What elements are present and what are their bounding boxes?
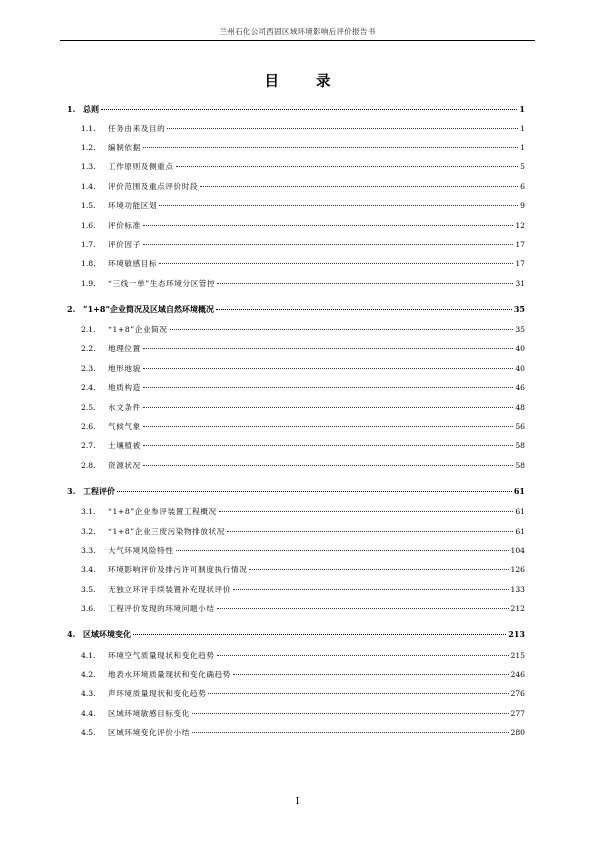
toc-entry-page: 9	[520, 201, 525, 211]
toc-entry-title: 无独立环评手续装置补充现状评价	[108, 584, 231, 594]
toc-entry-number: 4.3.	[81, 689, 96, 699]
dot-leader	[219, 511, 514, 512]
toc-section-entry[interactable]	[67, 157, 525, 176]
toc-entry-number: 3.5.	[81, 584, 96, 594]
dot-leader	[216, 309, 512, 310]
dot-leader	[101, 109, 517, 110]
toc-section-entry[interactable]	[67, 138, 525, 157]
toc-entry-title: 环境功能区划	[108, 201, 158, 211]
dot-leader	[143, 426, 514, 427]
toc-entry-number: 2.8.	[81, 460, 96, 470]
toc-entry-title: 区域环境变化	[83, 628, 131, 639]
toc-entry-number: 3.2.	[81, 526, 96, 536]
toc-entry-page: 17	[515, 259, 525, 269]
toc-section-entry[interactable]	[67, 560, 525, 579]
toc-section-entry[interactable]	[67, 398, 525, 417]
dot-leader	[176, 550, 509, 551]
toc-entry-number: 1.9.	[81, 278, 96, 288]
toc-entry-page: 280	[510, 728, 525, 738]
dot-leader	[143, 445, 514, 446]
toc-entry-page: 40	[515, 363, 525, 373]
toc-section-entry[interactable]	[67, 235, 525, 254]
toc-entry-title: 工程评价	[83, 485, 115, 496]
table-of-contents	[67, 98, 525, 742]
toc-section-entry[interactable]	[67, 196, 525, 215]
toc-entry-title: 地形地貌	[108, 363, 141, 373]
toc-entry-number: 3.3.	[81, 545, 96, 555]
toc-entry-number: 2.7.	[81, 441, 96, 451]
toc-section-entry[interactable]	[67, 254, 525, 273]
toc-entry-number: 4.5.	[81, 728, 96, 738]
toc-entry-page: 1	[520, 142, 525, 152]
dot-leader	[167, 128, 518, 129]
toc-section-entry[interactable]	[67, 502, 525, 521]
toc-entry-page: 133	[510, 584, 525, 594]
dot-leader	[227, 531, 513, 532]
toc-entry-title: “三线一单”生态环境分区管控	[108, 278, 216, 288]
dot-leader	[170, 329, 514, 330]
dot-leader	[159, 205, 518, 206]
toc-section-entry[interactable]	[67, 274, 525, 293]
toc-entry-title: 评价因子	[108, 239, 141, 249]
toc-entry-page: 277	[510, 708, 525, 718]
toc-entry-title: “1+8”企业简况	[108, 325, 168, 335]
toc-entry-page: 5	[520, 162, 525, 172]
dot-leader	[192, 713, 509, 714]
toc-entry-number: 3.1.	[81, 507, 96, 517]
toc-title: 目 录	[264, 73, 347, 90]
toc-entry-page: 58	[515, 441, 525, 451]
dot-leader	[117, 491, 512, 492]
toc-entry-number: 1.1.	[81, 123, 96, 133]
dot-leader	[200, 186, 518, 187]
toc-entry-title: 资源状况	[108, 460, 141, 470]
toc-entry-number: 4.1.	[81, 650, 96, 660]
toc-entry-title: 地表水环境质量现状和变化确趋势	[108, 669, 231, 679]
toc-section-entry[interactable]	[67, 339, 525, 358]
toc-entry-title: 大气环境风险特性	[108, 545, 174, 555]
toc-section-entry[interactable]	[67, 119, 525, 138]
toc-entry-page: 1	[520, 123, 525, 133]
toc-entry-number: 4.2.	[81, 669, 96, 679]
toc-section-entry[interactable]	[67, 580, 525, 599]
toc-entry-page: 31	[515, 278, 525, 288]
dot-leader	[143, 407, 514, 408]
toc-entry-number: 2.3.	[81, 363, 96, 373]
toc-section-entry[interactable]	[67, 541, 525, 560]
toc-entry-title: 声环境质量现状和变化趋势	[108, 689, 207, 699]
toc-section-entry[interactable]	[67, 177, 525, 196]
toc-entry-title: 工作原则及侧重点	[108, 162, 174, 172]
dot-leader	[143, 244, 514, 245]
toc-section-entry[interactable]	[67, 436, 525, 455]
toc-section-entry[interactable]	[67, 417, 525, 436]
toc-entry-number: 1.5.	[81, 201, 96, 211]
toc-chapter-entry[interactable]	[67, 483, 525, 501]
toc-entry-page: 61	[513, 485, 525, 496]
toc-entry-page: 48	[515, 402, 525, 412]
toc-entry-title: 水文条件	[108, 402, 141, 412]
dot-leader	[233, 674, 509, 675]
toc-chapter-entry[interactable]	[67, 301, 525, 319]
toc-entry-number: 1.	[67, 104, 76, 114]
toc-entry-number: 4.4.	[81, 708, 96, 718]
toc-entry-page: 61	[515, 526, 525, 536]
toc-entry-page: 12	[515, 220, 525, 230]
dot-leader	[143, 147, 518, 148]
toc-entry-number: 2.6.	[81, 422, 96, 432]
dot-leader	[217, 655, 509, 656]
toc-entry-number: 2.	[67, 303, 76, 314]
toc-entry-number: 2.5.	[81, 402, 96, 412]
toc-entry-number: 2.1.	[81, 325, 96, 335]
toc-chapter-entry[interactable]	[67, 626, 525, 644]
toc-entry-title: 总则	[83, 104, 99, 114]
dot-leader	[143, 368, 514, 369]
toc-entry-page: 276	[510, 689, 525, 699]
toc-entry-number: 2.4.	[81, 383, 96, 393]
toc-entry-page: 1	[519, 104, 525, 114]
toc-entry-page: 6	[520, 181, 525, 191]
dot-leader	[217, 608, 509, 609]
dot-leader	[208, 693, 508, 694]
toc-entry-number: 1.6.	[81, 220, 96, 230]
toc-section-entry[interactable]	[67, 684, 525, 703]
toc-entry-number: 1.4.	[81, 181, 96, 191]
dot-leader	[143, 225, 514, 226]
dot-leader	[233, 589, 509, 590]
toc-entry-number: 3.	[67, 485, 76, 496]
toc-entry-page: 58	[515, 460, 525, 470]
toc-entry-title: 地理位置	[108, 344, 141, 354]
toc-entry-page: 40	[515, 344, 525, 354]
toc-entry-title: 气候气象	[108, 422, 141, 432]
toc-section-entry[interactable]	[67, 599, 525, 618]
toc-entry-number: 1.3.	[81, 162, 96, 172]
toc-entry-page: 126	[510, 565, 525, 575]
toc-entry-number: 1.8.	[81, 259, 96, 269]
toc-entry-number: 3.6.	[81, 604, 96, 614]
toc-entry-page: 213	[508, 628, 525, 639]
toc-entry-page: 35	[515, 325, 525, 335]
toc-entry-page: 35	[513, 303, 525, 314]
dot-leader	[176, 166, 519, 167]
header-rule	[60, 40, 535, 41]
toc-section-entry[interactable]	[67, 723, 525, 742]
toc-entry-title: 编制依据	[108, 142, 141, 152]
toc-entry-title: 区域环境变化评价小结	[108, 728, 190, 738]
toc-entry-number: 2.2.	[81, 344, 96, 354]
toc-entry-title: 评价标准	[108, 220, 141, 230]
dot-leader	[133, 634, 506, 635]
toc-entry-title: “1+8”企业参评装置工程概况	[108, 507, 217, 517]
toc-section-entry[interactable]	[67, 359, 525, 378]
toc-section-entry[interactable]	[67, 704, 525, 723]
toc-entry-page: 56	[515, 422, 525, 432]
toc-entry-title: 土壤植被	[108, 441, 141, 451]
toc-section-entry[interactable]	[67, 320, 525, 339]
toc-entry-page: 17	[515, 239, 525, 249]
toc-entry-title: 地质构造	[108, 383, 141, 393]
dot-leader	[159, 263, 513, 264]
dot-leader	[143, 348, 514, 349]
toc-entry-title: 任务由来及目的	[108, 123, 166, 133]
toc-entry-title: 工程评价发现的环境问题小结	[108, 604, 215, 614]
toc-entry-title: 环境空气质量现状和变化趋势	[108, 650, 215, 660]
dot-leader	[143, 465, 514, 466]
toc-entry-number: 4.	[67, 628, 76, 639]
toc-entry-title: 环境影响评价及排污许可制度执行情况	[108, 565, 248, 575]
toc-entry-page: 212	[510, 604, 525, 614]
toc-section-entry[interactable]	[67, 646, 525, 665]
toc-entry-title: “1+8”企业简况及区域自然环境概况	[83, 303, 215, 314]
dot-leader	[143, 387, 514, 388]
toc-entry-page: 61	[515, 507, 525, 517]
toc-entry-number: 3.4.	[81, 565, 96, 575]
toc-entry-title: 环境敏感目标	[108, 259, 158, 269]
toc-entry-title: 区域环境敏感目标变化	[108, 708, 190, 718]
page-number: I	[295, 797, 300, 807]
toc-section-entry[interactable]	[67, 456, 525, 475]
toc-entry-title: 评价范围及重点评价时段	[108, 181, 199, 191]
toc-entry-title: “1+8”企业三废污染物排放状况	[108, 526, 225, 536]
dot-leader	[249, 569, 508, 570]
toc-section-entry[interactable]	[67, 378, 525, 397]
toc-section-entry[interactable]	[67, 665, 525, 684]
toc-chapter-entry[interactable]	[67, 101, 525, 119]
toc-entry-number: 1.7.	[81, 239, 96, 249]
toc-section-entry[interactable]	[67, 216, 525, 235]
toc-entry-page: 46	[515, 383, 525, 393]
running-header: 兰州石化公司西固区域环境影响后评价报告书	[219, 27, 376, 36]
dot-leader	[192, 732, 509, 733]
toc-section-entry[interactable]	[67, 522, 525, 541]
toc-entry-number: 1.2.	[81, 142, 96, 152]
dot-leader	[217, 283, 513, 284]
toc-entry-page: 246	[510, 669, 525, 679]
toc-entry-page: 104	[510, 545, 525, 555]
toc-entry-page: 215	[510, 650, 525, 660]
